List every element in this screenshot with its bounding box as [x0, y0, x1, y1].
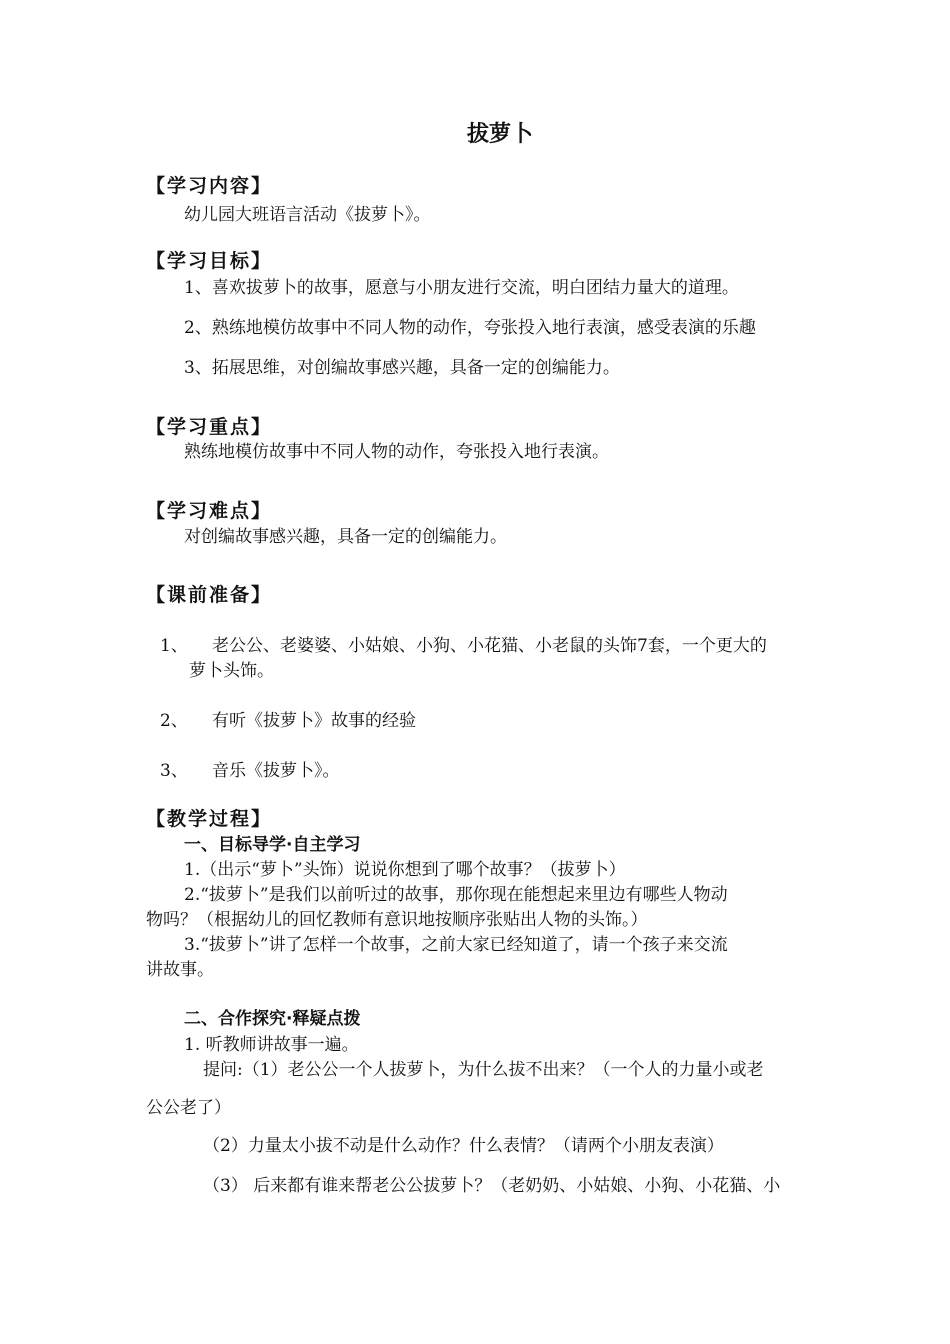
question: （2）力量太小拔不动是什么动作？什么表情？（请两个小朋友表演）	[203, 1136, 724, 1156]
prep-item-text: 音乐《拔萝卜》。	[212, 761, 340, 781]
question: （3） 后来都有谁来帮老公公拔萝卜？（老奶奶、小姑娘、小狗、小花猫、小	[203, 1176, 781, 1196]
subsection-title: 一、目标导学·自主学习	[184, 835, 361, 855]
prep-item-text: 萝卜头饰。	[189, 661, 274, 681]
section-heading-focus: 【学习重点】	[146, 416, 273, 438]
subsection-title: 二、合作探究·释疑点拨	[184, 1009, 361, 1029]
paragraph: 1.（出示“萝卜”头饰）说说你想到了哪个故事？（拔萝卜）	[184, 860, 626, 880]
goal-item: 1、喜欢拔萝卜的故事，愿意与小朋友进行交流，明白团结力量大的道理。	[184, 278, 739, 298]
section-heading-content: 【学习内容】	[146, 175, 273, 197]
paragraph: 1. 听教师讲故事一遍。	[184, 1035, 359, 1055]
paragraph: 物吗？（根据幼儿的回忆教师有意识地按顺序张贴出人物的头饰。）	[146, 910, 648, 930]
content-text: 幼儿园大班语言活动《拔萝卜》。	[184, 205, 431, 225]
page-title: 拔萝卜	[466, 122, 533, 147]
section-heading-prep: 【课前准备】	[146, 584, 273, 606]
prep-item-number: 1、	[160, 636, 188, 656]
difficulty-text: 对创编故事感兴趣，具备一定的创编能力。	[184, 527, 507, 547]
paragraph: 2.“拔萝卜”是我们以前听过的故事，那你现在能想起来里边有哪些人物动	[184, 885, 728, 905]
section-heading-process: 【教学过程】	[146, 808, 273, 830]
prep-item-text: 老公公、老婆婆、小姑娘、小狗、小花猫、小老鼠的头饰7套，一个更大的	[212, 636, 767, 656]
section-heading-goals: 【学习目标】	[146, 250, 273, 272]
section-heading-difficulty: 【学习难点】	[146, 500, 273, 522]
prep-item-number: 2、	[160, 711, 188, 731]
prep-item-text: 有听《拔萝卜》故事的经验	[212, 711, 416, 731]
goal-item: 3、拓展思维，对创编故事感兴趣，具备一定的创编能力。	[184, 358, 620, 378]
question: 提问:（1）老公公一个人拔萝卜，为什么拔不出来？（一个人的力量小或老	[203, 1060, 764, 1080]
goal-item: 2、熟练地模仿故事中不同人物的动作，夸张投入地行表演，感受表演的乐趣	[184, 318, 756, 338]
question: 公公老了）	[146, 1098, 231, 1118]
paragraph: 3.“拔萝卜”讲了怎样一个故事，之前大家已经知道了，请一个孩子来交流	[184, 935, 728, 955]
focus-text: 熟练地模仿故事中不同人物的动作，夸张投入地行表演。	[184, 442, 609, 462]
prep-item-number: 3、	[160, 761, 188, 781]
paragraph: 讲故事。	[146, 960, 214, 980]
